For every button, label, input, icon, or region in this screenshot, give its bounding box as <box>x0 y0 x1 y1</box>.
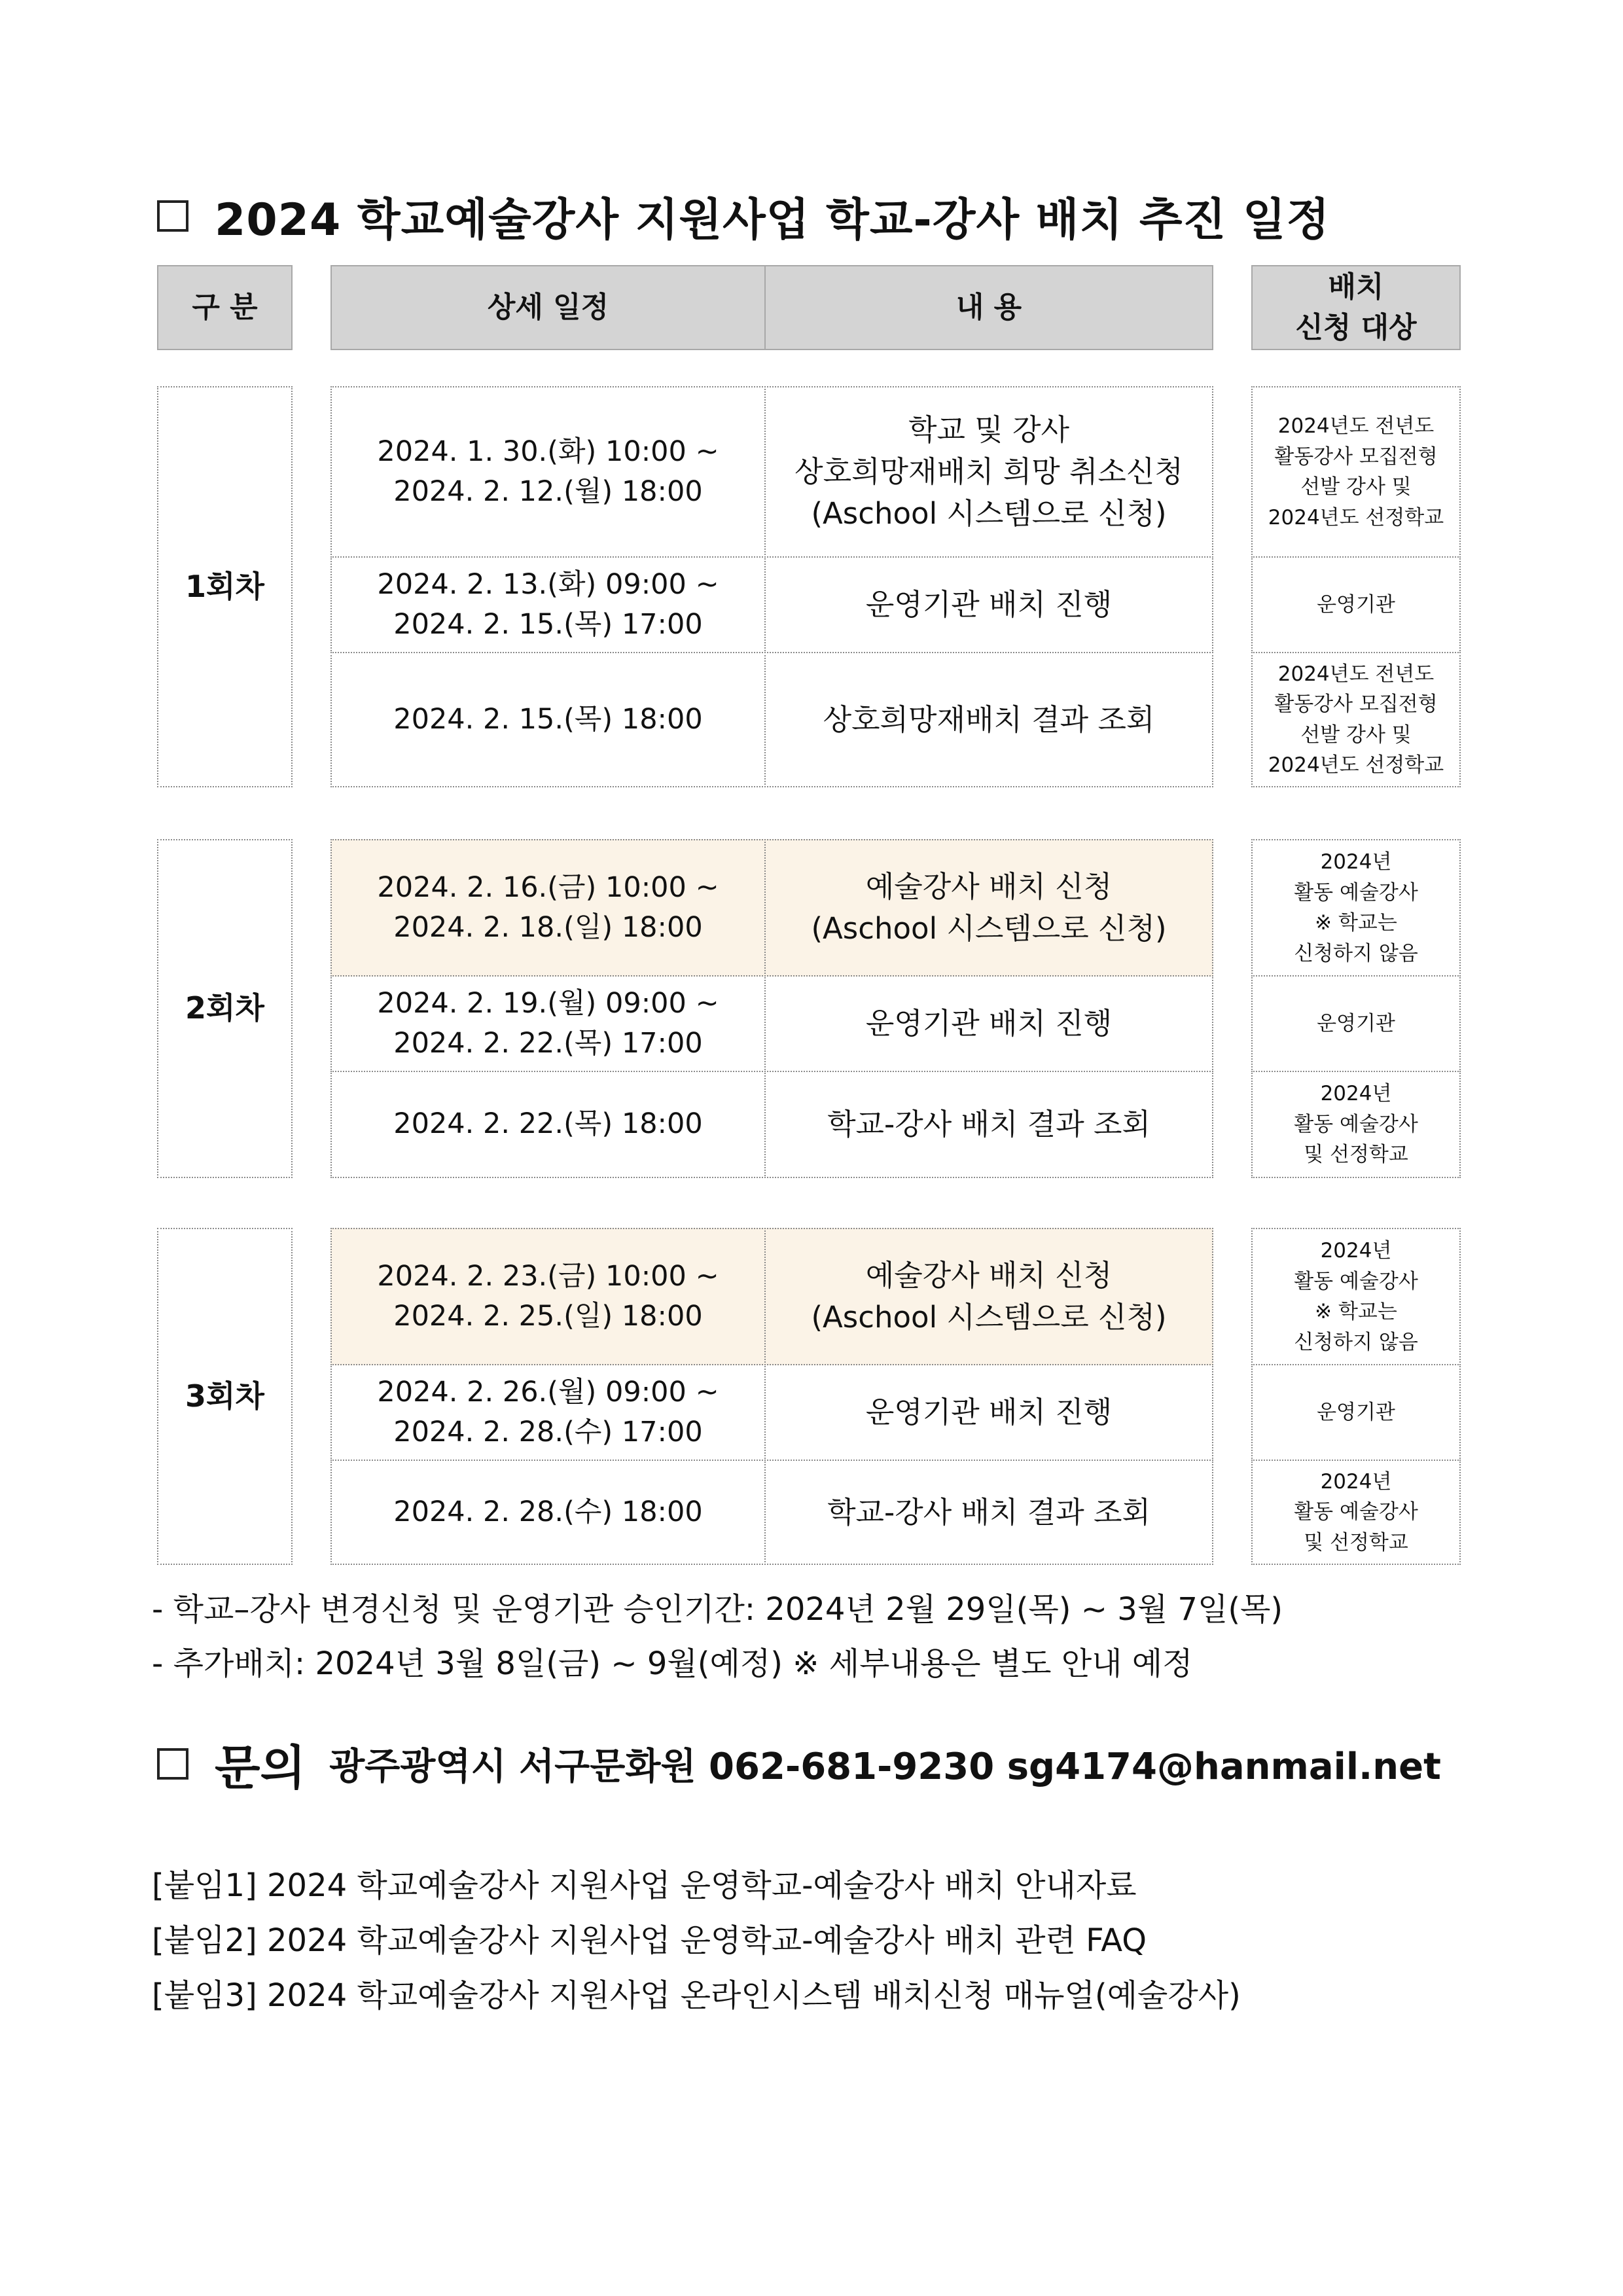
header-content: 내 용 <box>764 265 1213 350</box>
schedule-cell: 2024. 1. 30.(화) 10:00 ~ 2024. 2. 12.(월) 18:00 <box>330 386 766 558</box>
schedule-cell: 2024. 2. 26.(월) 09:00 ~ 2024. 2. 28.(수) 17:00 <box>330 1364 766 1461</box>
schedule-cell: 2024. 2. 16.(금) 10:00 ~ 2024. 2. 18.(일) 18:00 <box>330 839 766 977</box>
target-cell: 2024년도 전년도 활동강사 모집전형 선발 강사 및 2024년도 선정학교 <box>1251 652 1461 787</box>
schedule-cell: 2024. 2. 15.(목) 18:00 <box>330 652 766 787</box>
schedule-cell: 2024. 2. 28.(수) 18:00 <box>330 1460 766 1565</box>
content-cell: 운영기관 배치 진행 <box>764 975 1213 1072</box>
target-cell: 2024년 활동 예술강사 및 선정학교 <box>1251 1071 1461 1178</box>
note-additional-placement: - 추가배치: 2024년 3월 8일(금) ~ 9월(예정) ※ 세부내용은 별도 안내 예정 <box>152 1645 1193 1682</box>
header-target: 배치 신청 대상 <box>1251 265 1461 350</box>
content-cell: 상호희망재배치 결과 조회 <box>764 652 1213 787</box>
schedule-cell: 2024. 2. 23.(금) 10:00 ~ 2024. 2. 25.(일) 18:00 <box>330 1228 766 1365</box>
content-cell: 학교-강사 배치 결과 조회 <box>764 1071 1213 1178</box>
header-schedule: 상세 일정 <box>330 265 766 350</box>
target-cell: 운영기관 <box>1251 1364 1461 1461</box>
attachment-1: [붙임1] 2024 학교예술강사 지원사업 운영학교-예술강사 배치 안내자료 <box>152 1867 1137 1904</box>
attachment-3: [붙임3] 2024 학교예술강사 지원사업 온라인시스템 배치신청 매뉴얼(예술강사) <box>152 1977 1241 2014</box>
content-cell: 예술강사 배치 신청 (Aschool 시스템으로 신청) <box>764 1228 1213 1365</box>
target-cell: 2024년 활동 예술강사 ※ 학교는 신청하지 않음 <box>1251 839 1461 977</box>
header-round: 구 분 <box>157 265 293 350</box>
inquiry-label: 문의 <box>215 1740 306 1795</box>
content-cell: 학교 및 강사 상호희망재배치 희망 취소신청 (Aschool 시스템으로 신청) <box>764 386 1213 558</box>
round-1-label: 1회차 <box>157 386 293 787</box>
target-cell: 2024년도 전년도 활동강사 모집전형 선발 강사 및 2024년도 선정학교 <box>1251 386 1461 558</box>
content-cell: 예술강사 배치 신청 (Aschool 시스템으로 신청) <box>764 839 1213 977</box>
schedule-cell: 2024. 2. 19.(월) 09:00 ~ 2024. 2. 22.(목) 17:00 <box>330 975 766 1072</box>
page-title-text: 2024 학교예술강사 지원사업 학교-강사 배치 추진 일정 <box>215 194 1330 246</box>
target-cell: 운영기관 <box>1251 556 1461 653</box>
page-title <box>157 183 1330 249</box>
schedule-cell: 2024. 2. 22.(목) 18:00 <box>330 1071 766 1178</box>
content-cell: 운영기관 배치 진행 <box>764 556 1213 653</box>
round-2-label: 2회차 <box>157 839 293 1178</box>
target-cell: 2024년 활동 예술강사 ※ 학교는 신청하지 않음 <box>1251 1228 1461 1365</box>
content-cell: 운영기관 배치 진행 <box>764 1364 1213 1461</box>
inquiry-contact: 광주광역시 서구문화원 062-681-9230 sg4174@hanmail.net <box>329 1746 1441 1788</box>
checkbox-square-icon <box>157 1748 188 1780</box>
target-cell: 2024년 활동 예술강사 및 선정학교 <box>1251 1460 1461 1565</box>
schedule-cell: 2024. 2. 13.(화) 09:00 ~ 2024. 2. 15.(목) 17:00 <box>330 556 766 653</box>
checkbox-square-icon <box>157 200 188 232</box>
round-3-label: 3회차 <box>157 1228 293 1565</box>
target-cell: 운영기관 <box>1251 975 1461 1072</box>
note-change-period: - 학교–강사 변경신청 및 운영기관 승인기간: 2024년 2월 29일(목) ~ 3월 7일(목) <box>152 1591 1283 1628</box>
inquiry <box>157 1728 1441 1800</box>
attachment-2: [붙임2] 2024 학교예술강사 지원사업 운영학교-예술강사 배치 관련 FAQ <box>152 1922 1147 1959</box>
content-cell: 학교-강사 배치 결과 조회 <box>764 1460 1213 1565</box>
